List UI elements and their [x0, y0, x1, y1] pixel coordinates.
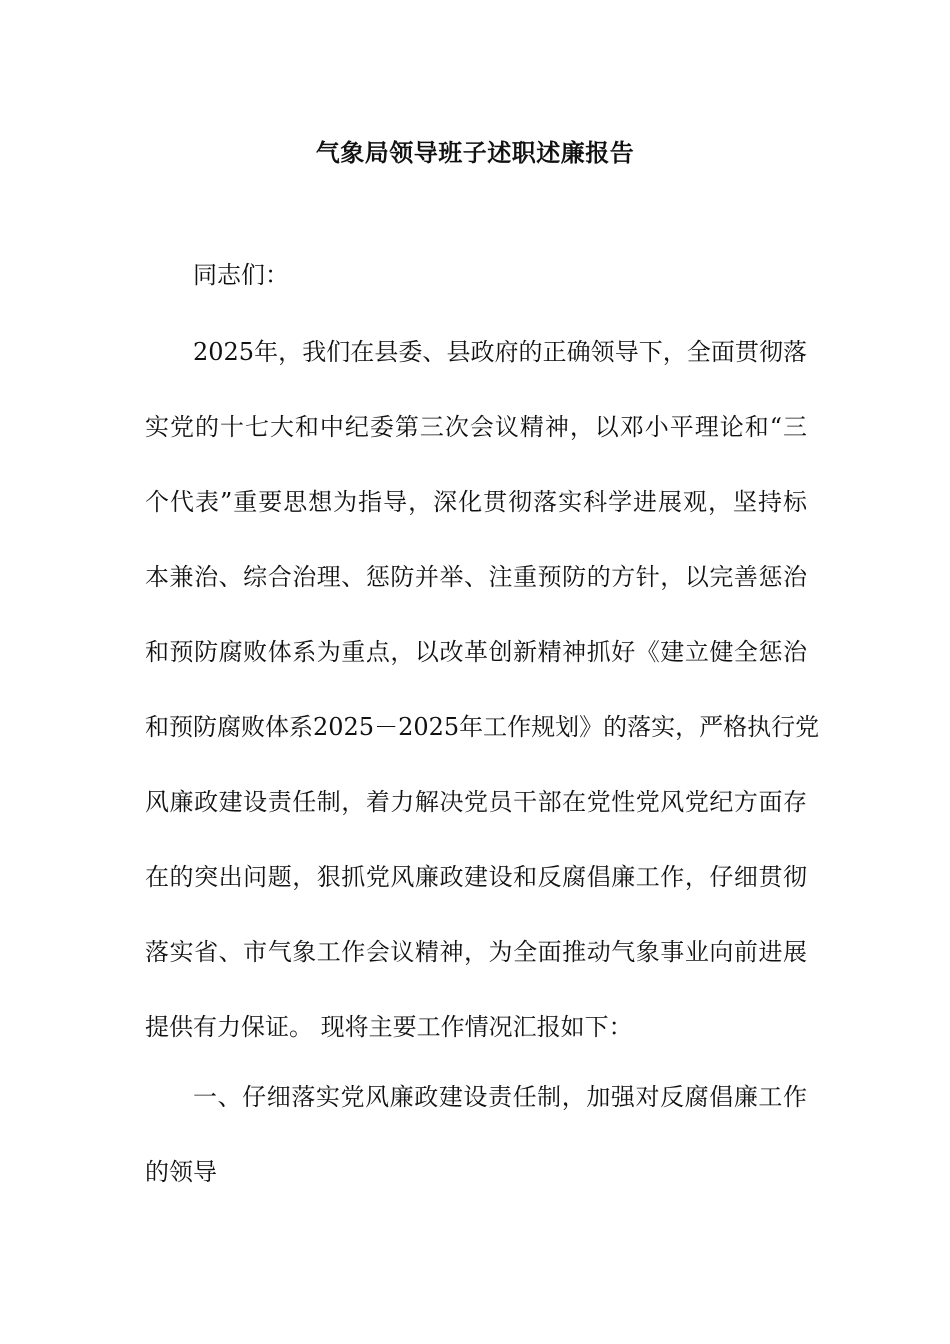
salutation-text: 同志们： [193, 261, 289, 289]
paragraph-line: 本兼治、综合治理、惩防并举、注重预防的方针，以完善惩治 [145, 563, 807, 591]
paragraph-1 [145, 315, 820, 1065]
paragraph-line: 实党的十七大和中纪委第三次会议精神，以邓小平理论和“三 [145, 413, 807, 441]
salutation [145, 238, 807, 313]
section-heading-1 [145, 1060, 807, 1210]
paragraph-line: 风廉政建设责任制，着力解决党员干部在党性党风党纪方面存 [145, 788, 807, 816]
heading-line: 的领导 [145, 1158, 217, 1186]
paragraph-line: 个代表”重要思想为指导，深化贯彻落实科学进展观，坚持标 [145, 488, 807, 516]
paragraph-line: 在的突出问题，狠抓党风廉政建设和反腐倡廉工作，仔细贯彻 [145, 863, 807, 891]
paragraph-line: 提供有力保证。 现将主要工作情况汇报如下： [145, 1013, 633, 1041]
document-title: 气象局领导班子述职述廉报告 [315, 138, 635, 167]
paragraph-line: 和预防腐败体系2025－2025年工作规划》的落实，严格执行党 [145, 713, 820, 741]
paragraph-line: 落实省、市气象工作会议精神，为全面推动气象事业向前进展 [145, 938, 807, 966]
paragraph-line: 和预防腐败体系为重点，以改革创新精神抓好《建立健全惩治 [145, 638, 807, 666]
paragraph-line: 2025年，我们在县委、县政府的正确领导下，全面贯彻落 [193, 338, 807, 366]
heading-line: 一、仔细落实党风廉政建设责任制，加强对反腐倡廉工作 [193, 1083, 807, 1111]
